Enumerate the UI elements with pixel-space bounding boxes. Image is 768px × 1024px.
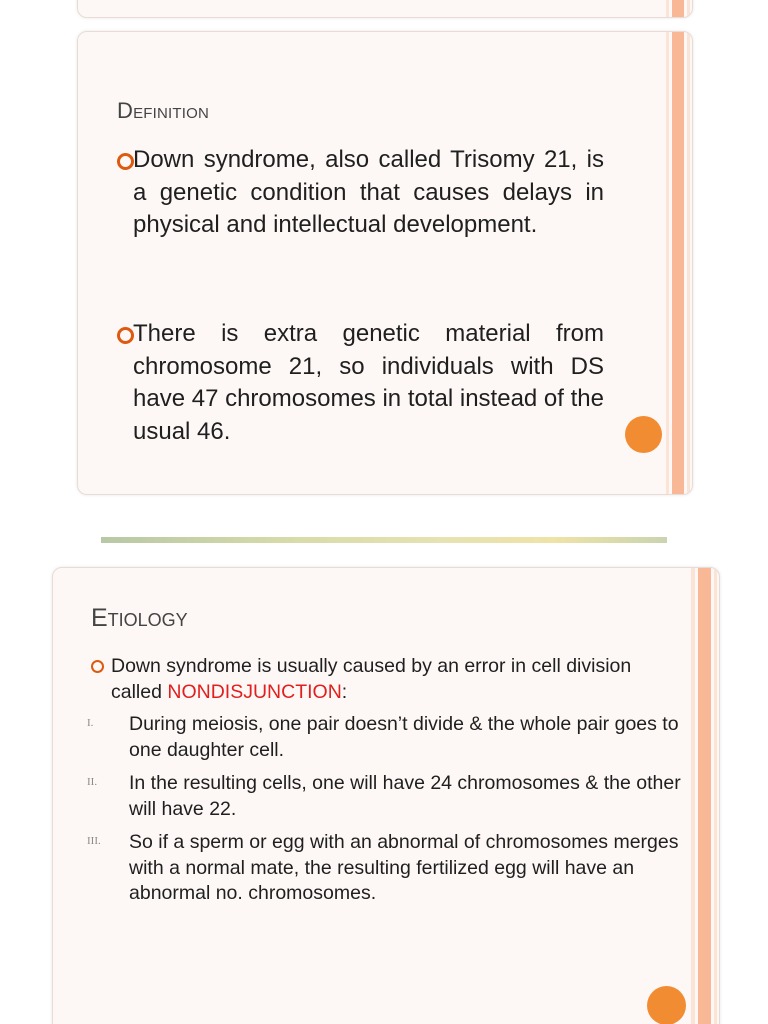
definition-title: Definition <box>117 98 210 123</box>
bullet-ring-icon <box>117 153 134 170</box>
slide-stripe-decoration <box>691 568 719 1024</box>
definition-bullet-2: There is extra genetic material from chromosome 21, so individuals with DS have 47 chromosomes in total instead of the usual 46. <box>133 320 604 445</box>
previous-slide-frame <box>77 0 693 18</box>
slide-stripe-decoration <box>666 0 692 17</box>
etiology-slide <box>52 567 720 1024</box>
orange-dot-icon <box>647 986 686 1024</box>
nondisjunction-keyword: NONDISJUNCTION <box>167 681 342 703</box>
bullet-ring-icon <box>117 327 134 344</box>
definition-bullet-1: Down syndrome, also called Trisomy 21, is a genetic condition that causes delays in physical and intellectual development. <box>133 146 604 239</box>
etiology-intro-text: Down syndrome is usually caused by an error in cell division called <box>111 655 632 703</box>
roman-marker-3: III. <box>87 835 101 847</box>
roman-marker-2: II. <box>87 776 98 788</box>
etiology-intro-suffix: : <box>341 681 348 703</box>
etiology-title: Etiology <box>91 604 188 632</box>
slide-stripe-decoration <box>666 32 692 494</box>
etiology-intro <box>111 653 680 705</box>
definition-slide <box>77 31 693 495</box>
orange-dot-icon <box>625 416 662 453</box>
slide-separator-strip <box>101 537 667 543</box>
etiology-item-3: So if a sperm or egg with an abnormal of chromosomes merges with a normal mate, the resulting fertilized egg will have an abnormal no. chromosomes. <box>129 831 679 904</box>
etiology-item-2: In the resulting cells, one will have 24 chromosomes & the other will have 22. <box>129 772 681 820</box>
roman-marker-1: I. <box>87 717 94 729</box>
bullet-ring-icon <box>91 660 104 673</box>
etiology-item-1: During meiosis, one pair doesn’t divide & the whole pair goes to one daughter cell. <box>129 713 679 761</box>
